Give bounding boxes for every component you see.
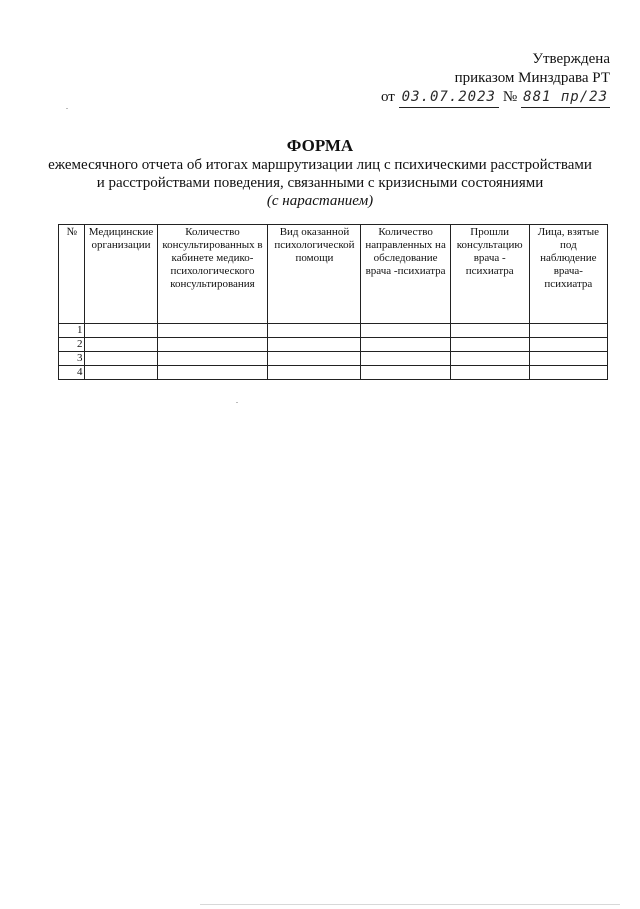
row-number: 2 <box>59 338 85 352</box>
report-table <box>58 224 608 380</box>
table-cell[interactable] <box>450 366 529 380</box>
table-header-row <box>59 225 608 324</box>
approval-date: 03.07.2023 <box>399 88 499 108</box>
table-cell[interactable] <box>529 324 607 338</box>
table-cell[interactable] <box>450 324 529 338</box>
table-cell[interactable] <box>361 366 450 380</box>
form-subtitle-line1: ежемесячного отчета об итогах маршрутизации лиц с психическими расстройствами <box>48 157 592 173</box>
table-cell[interactable] <box>268 324 361 338</box>
table-cell[interactable] <box>85 324 157 338</box>
scan-edge-line <box>200 904 620 905</box>
row-number: 4 <box>59 366 85 380</box>
approval-number: 881 пр/23 <box>521 88 610 108</box>
table-cell[interactable] <box>268 366 361 380</box>
approval-order-line <box>381 88 610 108</box>
header-under-observation: Лица, взятые под наблюдение врача-психиатра <box>529 225 607 324</box>
form-subtitle-line2: и расстройствами поведения, связанными с кризисными состояниями <box>96 175 544 191</box>
table-cell[interactable] <box>157 324 268 338</box>
header-no: № <box>59 225 85 324</box>
table-cell[interactable] <box>157 366 268 380</box>
header-consulted-count: Количество консультированных в кабинете медико-психологического консультирования <box>157 225 268 324</box>
table-row <box>59 352 608 366</box>
table-cell[interactable] <box>268 352 361 366</box>
table-cell[interactable] <box>450 352 529 366</box>
table-row <box>59 338 608 352</box>
header-referred-count: Количество направленных на обследование врача -психиатра <box>361 225 450 324</box>
row-number: 1 <box>59 324 85 338</box>
table-cell[interactable] <box>157 352 268 366</box>
table-cell[interactable] <box>157 338 268 352</box>
header-assistance-type: Вид оказанной психологической помощи <box>268 225 361 324</box>
table-cell[interactable] <box>85 352 157 366</box>
table-cell[interactable] <box>85 366 157 380</box>
scan-speck <box>66 108 68 109</box>
approval-number-label: № <box>502 89 518 105</box>
table-cell[interactable] <box>268 338 361 352</box>
table-cell[interactable] <box>361 352 450 366</box>
table-cell[interactable] <box>361 338 450 352</box>
approval-approved: Утверждена <box>532 51 610 67</box>
table-cell[interactable] <box>361 324 450 338</box>
form-title-block <box>0 136 640 210</box>
row-number: 3 <box>59 352 85 366</box>
table-cell[interactable] <box>85 338 157 352</box>
scan-speck <box>236 402 238 403</box>
table-row <box>59 366 608 380</box>
form-cumulative-note: (с нарастанием) <box>266 193 374 209</box>
approval-from-label: от <box>380 89 395 105</box>
header-psychiatrist-consult: Прошли консультацию врача - психиатра <box>450 225 529 324</box>
approval-stamp <box>381 50 610 108</box>
table-row <box>59 324 608 338</box>
header-organizations: Медицинские организации <box>85 225 157 324</box>
table-cell[interactable] <box>529 366 607 380</box>
approval-by-order: приказом Минздрава РТ <box>454 70 610 86</box>
table-cell[interactable] <box>529 338 607 352</box>
table-cell[interactable] <box>450 338 529 352</box>
table-cell[interactable] <box>529 352 607 366</box>
form-heading: ФОРМА <box>286 136 354 155</box>
